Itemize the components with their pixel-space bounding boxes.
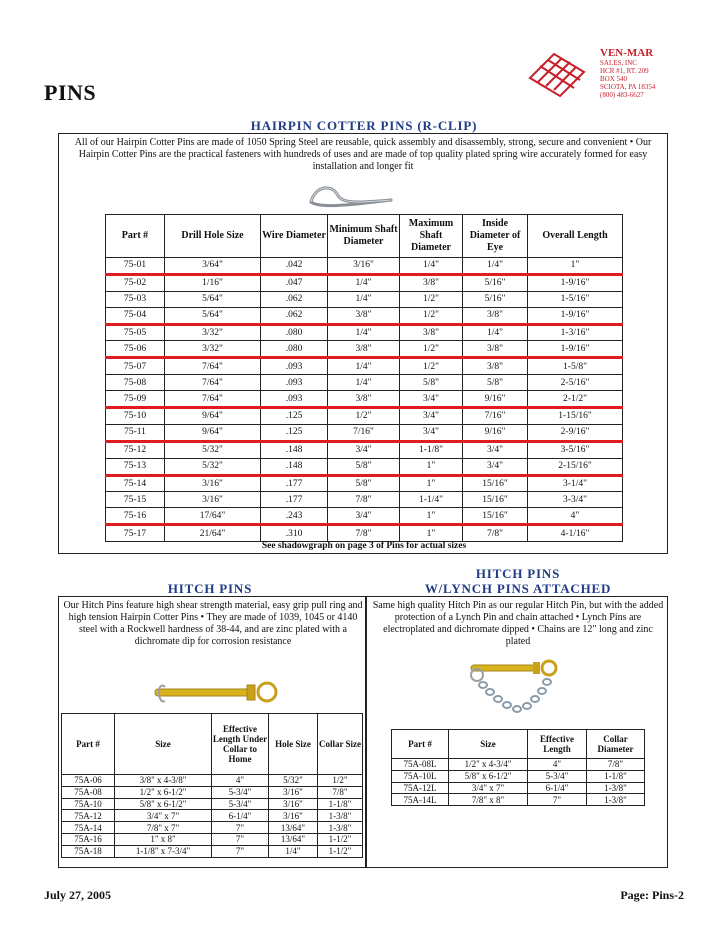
table-cell: 3/4" <box>400 391 463 408</box>
table-cell: 4-1/16" <box>528 525 623 542</box>
lynch-description: Same high quality Hitch Pin as our regular Hitch Pin, but with the added protection of a Lynch Pin and chain attached • Lynch Pins are electroplated and dichromate dipped • Chains are 12" long and zinc plated <box>372 600 664 647</box>
logo-mark-icon <box>524 48 590 98</box>
table-cell: .148 <box>261 441 328 458</box>
table-cell: 7/8" <box>318 786 363 798</box>
table-cell: 7" <box>212 822 269 834</box>
col-header: Drill Hole Size <box>165 215 261 258</box>
hitch-section-title: HITCH PINS <box>167 581 253 596</box>
table-cell: 7/64" <box>165 391 261 408</box>
col-header: Wire Diameter <box>261 215 328 258</box>
table-row <box>106 492 623 508</box>
table-cell: 9/16" <box>463 424 528 441</box>
table-cell: 75-11 <box>106 424 165 441</box>
lynch-table <box>391 729 645 806</box>
table-cell: 75A-12 <box>62 810 115 822</box>
table-row <box>62 798 363 810</box>
table-cell: .125 <box>261 424 328 441</box>
table-cell: 1/4" <box>269 845 318 857</box>
table-cell: 1/2" x 6-1/2" <box>115 786 212 798</box>
table-cell: 7/64" <box>165 358 261 375</box>
table-row <box>392 759 645 771</box>
col-header: Overall Length <box>528 215 623 258</box>
table-cell: 3/4" x 7" <box>449 782 528 794</box>
table-cell: 1/4" <box>328 375 400 391</box>
table-cell: 75-08 <box>106 375 165 391</box>
table-cell: 5-3/4" <box>212 786 269 798</box>
lynch-section-title-line1: HITCH PINS <box>475 566 561 581</box>
table-cell: 1" <box>400 525 463 542</box>
table-cell: 3/16" <box>328 258 400 275</box>
table-cell: 1-1/8" x 7-3/4" <box>115 845 212 857</box>
table-cell: 9/64" <box>165 424 261 441</box>
col-header: Maximum Shaft Diameter <box>400 215 463 258</box>
table-cell: 15/16" <box>463 492 528 508</box>
hairpin-description: All of our Hairpin Cotter Pins are made of 1050 Spring Steel are reusable, quick assembly and disassembly, strong, secure and convenient • Our Hairpin Cotter Pins are the practical fasteners with hundreds of uses and are made of top quality plated spring wire accurately formed for easy installation and longer fit <box>74 137 652 172</box>
table-cell: 1-1/2" <box>318 845 363 857</box>
table-cell: .093 <box>261 375 328 391</box>
table-row <box>106 475 623 492</box>
table-row <box>106 307 623 324</box>
table-cell: 75-02 <box>106 274 165 291</box>
table-cell: 13/64" <box>269 822 318 834</box>
table-cell: 75-05 <box>106 324 165 341</box>
table-cell: 7/64" <box>165 375 261 391</box>
table-cell: 5/8" <box>463 375 528 391</box>
table-cell: 1-1/2" <box>318 833 363 845</box>
hitch-table <box>61 713 363 858</box>
table-cell: 6-1/4" <box>212 810 269 822</box>
table-cell: 5/32" <box>165 441 261 458</box>
table-cell: 75A-18 <box>62 845 115 857</box>
table-row <box>106 424 623 441</box>
table-row <box>392 794 645 806</box>
table-cell: 1/4" <box>463 258 528 275</box>
table-cell: 1-1/4" <box>400 492 463 508</box>
table-cell: 1/4" <box>328 358 400 375</box>
table-cell: 1-15/16" <box>528 408 623 425</box>
table-cell: 5/8" <box>328 475 400 492</box>
table-cell: 4" <box>212 775 269 787</box>
table-cell: 75A-10 <box>62 798 115 810</box>
lynch-section-title-line2: W/LYNCH PINS ATTACHED <box>424 581 612 596</box>
col-header: Part # <box>62 714 115 775</box>
table-cell: 1" <box>400 475 463 492</box>
table-cell: .148 <box>261 458 328 475</box>
table-row <box>62 775 363 787</box>
table-cell: 1-3/8" <box>587 782 645 794</box>
table-cell: 75-10 <box>106 408 165 425</box>
table-row <box>392 782 645 794</box>
table-cell: 3/8" <box>328 341 400 358</box>
table-row <box>62 786 363 798</box>
table-row <box>106 375 623 391</box>
table-cell: 5-3/4" <box>528 770 587 782</box>
table-cell: 75A-08 <box>62 786 115 798</box>
table-cell: 3/8" <box>328 307 400 324</box>
table-cell: 6-1/4" <box>528 782 587 794</box>
table-cell: 3/32" <box>165 324 261 341</box>
logo-address: SALES, INC HCR #1, RT. 209 BOX 540 SCIOTA, PA 18354 (800) 483-6627 <box>600 59 656 99</box>
table-cell: 1/2" <box>318 775 363 787</box>
table-cell: 2-15/16" <box>528 458 623 475</box>
table-row <box>106 358 623 375</box>
table-cell: .177 <box>261 475 328 492</box>
table-cell: 3/8" <box>328 391 400 408</box>
col-header: Part # <box>392 730 449 759</box>
table-cell: 3-5/16" <box>528 441 623 458</box>
table-cell: 3/16" <box>269 786 318 798</box>
table-cell: 75A-10L <box>392 770 449 782</box>
table-row <box>62 833 363 845</box>
hairpin-footnote: See shadowgraph on page 3 of Pins for actual sizes <box>261 541 467 551</box>
table-cell: 5/32" <box>269 775 318 787</box>
table-cell: 75-07 <box>106 358 165 375</box>
table-cell: 3-1/4" <box>528 475 623 492</box>
table-cell: 5/8" x 6-1/2" <box>449 770 528 782</box>
table-cell: 7/8" <box>463 525 528 542</box>
hairpin-section-title: HAIRPIN COTTER PINS (R-CLIP) <box>250 118 478 133</box>
table-cell: 75-17 <box>106 525 165 542</box>
table-cell: .093 <box>261 391 328 408</box>
table-cell: 1" <box>400 508 463 525</box>
col-header: Effective Length <box>528 730 587 759</box>
table-cell: 9/64" <box>165 408 261 425</box>
table-cell: 3/8" <box>463 341 528 358</box>
table-cell: 3/16" <box>165 475 261 492</box>
table-cell: 3-3/4" <box>528 492 623 508</box>
table-cell: .243 <box>261 508 328 525</box>
table-row <box>106 391 623 408</box>
table-cell: 5/64" <box>165 291 261 307</box>
table-cell: 15/16" <box>463 508 528 525</box>
table-cell: .080 <box>261 324 328 341</box>
col-header: Inside Diameter of Eye <box>463 215 528 258</box>
company-logo <box>524 48 704 98</box>
col-header: Collar Size <box>318 714 363 775</box>
table-cell: 1-3/16" <box>528 324 623 341</box>
table-cell: 1" <box>528 258 623 275</box>
table-cell: .310 <box>261 525 328 542</box>
hairpin-clip-image <box>305 178 397 214</box>
table-cell: 75A-16 <box>62 833 115 845</box>
table-cell: 13/64" <box>269 833 318 845</box>
table-cell: 3/4" x 7" <box>115 810 212 822</box>
table-cell: 4" <box>528 759 587 771</box>
col-header: Size <box>115 714 212 775</box>
table-cell: 7" <box>528 794 587 806</box>
table-cell: 1-3/8" <box>587 794 645 806</box>
table-cell: 4" <box>528 508 623 525</box>
table-cell: 1/4" <box>400 258 463 275</box>
table-cell: 75A-14 <box>62 822 115 834</box>
col-header: Effective Length Under Collar to Home <box>212 714 269 775</box>
table-cell: 15/16" <box>463 475 528 492</box>
table-cell: 1/2" x 4-3/4" <box>449 759 528 771</box>
table-cell: 75-15 <box>106 492 165 508</box>
col-header: Size <box>449 730 528 759</box>
table-cell: 75A-12L <box>392 782 449 794</box>
table-row <box>392 770 645 782</box>
table-row <box>106 458 623 475</box>
table-cell: 1-5/8" <box>528 358 623 375</box>
table-cell: 75A-14L <box>392 794 449 806</box>
logo-company-name: VEN-MAR <box>600 47 654 59</box>
col-header: Collar Diameter <box>587 730 645 759</box>
table-cell: 3/4" <box>400 424 463 441</box>
hairpin-section-box <box>58 133 668 554</box>
table-cell: 2-9/16" <box>528 424 623 441</box>
table-cell: 75-03 <box>106 291 165 307</box>
table-row <box>106 508 623 525</box>
table-cell: 17/64" <box>165 508 261 525</box>
table-cell: 75-06 <box>106 341 165 358</box>
lynch-section-box <box>366 596 668 868</box>
footer-date: July 27, 2005 <box>44 888 112 902</box>
table-cell: 1-1/8" <box>587 770 645 782</box>
table-cell: .047 <box>261 274 328 291</box>
table-cell: 75A-08L <box>392 759 449 771</box>
hairpin-table-header <box>106 215 623 258</box>
table-cell: 5/32" <box>165 458 261 475</box>
table-cell: .093 <box>261 358 328 375</box>
table-cell: 7/8" x 8" <box>449 794 528 806</box>
table-cell: 9/16" <box>463 391 528 408</box>
table-cell: 7" <box>212 833 269 845</box>
table-row <box>62 822 363 834</box>
table-row <box>106 341 623 358</box>
table-cell: 1/4" <box>463 324 528 341</box>
table-cell: 3/4" <box>328 508 400 525</box>
hairpin-table <box>105 214 623 542</box>
table-row <box>106 441 623 458</box>
table-cell: 7/8" x 7" <box>115 822 212 834</box>
table-cell: 1-3/8" <box>318 810 363 822</box>
table-cell: 1/2" <box>400 341 463 358</box>
table-cell: 1/2" <box>400 307 463 324</box>
table-cell: .125 <box>261 408 328 425</box>
lynch-table-header <box>392 730 645 759</box>
table-row <box>106 408 623 425</box>
table-cell: 3/16" <box>269 810 318 822</box>
table-row <box>62 845 363 857</box>
table-cell: 1/4" <box>328 324 400 341</box>
table-cell: 5/64" <box>165 307 261 324</box>
table-cell: 1/16" <box>165 274 261 291</box>
table-cell: 1-1/8" <box>400 441 463 458</box>
table-cell: 1/2" <box>400 291 463 307</box>
table-cell: 1/2" <box>328 408 400 425</box>
hitch-section-box <box>58 596 366 868</box>
table-cell: 75-13 <box>106 458 165 475</box>
table-cell: 3/8" x 4-3/8" <box>115 775 212 787</box>
table-cell: 75-01 <box>106 258 165 275</box>
table-cell: 75-16 <box>106 508 165 525</box>
table-cell: 7/8" <box>587 759 645 771</box>
footer-page-number: Page: Pins-2 <box>620 888 684 902</box>
hitch-table-header <box>62 714 363 775</box>
table-cell: 3/64" <box>165 258 261 275</box>
table-cell: 3/8" <box>463 358 528 375</box>
lynch-pin-image <box>467 659 577 727</box>
table-cell: 75-12 <box>106 441 165 458</box>
table-cell: 75-09 <box>106 391 165 408</box>
table-cell: 7" <box>212 845 269 857</box>
table-cell: 3/8" <box>400 324 463 341</box>
table-row <box>62 810 363 822</box>
table-cell: 21/64" <box>165 525 261 542</box>
table-cell: .177 <box>261 492 328 508</box>
table-cell: 2-5/16" <box>528 375 623 391</box>
table-cell: 75-04 <box>106 307 165 324</box>
col-header: Part # <box>106 215 165 258</box>
table-cell: 1-9/16" <box>528 307 623 324</box>
table-row <box>106 525 623 542</box>
table-cell: 3/4" <box>463 441 528 458</box>
hitch-description: Our Hitch Pins feature high shear strength material, easy grip pull ring and high tension Hairpin Cotter Pins • They are made of 1039, 1045 or 4140 steel with a Rockwell hardness of 38-44, and are zinc plated with a dichromate dip for corrosion resistance <box>63 600 363 647</box>
page-title: PINS <box>44 80 97 105</box>
table-cell: 7/16" <box>328 424 400 441</box>
table-cell: 3/8" <box>463 307 528 324</box>
table-cell: .080 <box>261 341 328 358</box>
table-cell: 1-1/8" <box>318 798 363 810</box>
table-cell: 3/4" <box>400 408 463 425</box>
table-cell: 1-3/8" <box>318 822 363 834</box>
table-row <box>106 274 623 291</box>
table-cell: 1/4" <box>328 291 400 307</box>
table-cell: 1-5/16" <box>528 291 623 307</box>
table-cell: .062 <box>261 291 328 307</box>
table-cell: 1" <box>400 458 463 475</box>
table-cell: 5/8" <box>328 458 400 475</box>
table-cell: 7/8" <box>328 492 400 508</box>
table-cell: 1-9/16" <box>528 274 623 291</box>
table-cell: 75A-06 <box>62 775 115 787</box>
table-cell: 7/8" <box>328 525 400 542</box>
table-cell: 5/16" <box>463 274 528 291</box>
table-cell: 1" x 8" <box>115 833 212 845</box>
table-cell: 3/4" <box>463 458 528 475</box>
table-cell: 5/16" <box>463 291 528 307</box>
table-cell: .062 <box>261 307 328 324</box>
table-row <box>106 291 623 307</box>
table-cell: 3/32" <box>165 341 261 358</box>
table-cell: 2-1/2" <box>528 391 623 408</box>
table-cell: 3/4" <box>328 441 400 458</box>
table-cell: 5/8" x 6-1/2" <box>115 798 212 810</box>
table-cell: 1-9/16" <box>528 341 623 358</box>
table-cell: 5-3/4" <box>212 798 269 810</box>
table-cell: 5/8" <box>400 375 463 391</box>
table-cell: .042 <box>261 258 328 275</box>
table-cell: 3/16" <box>269 798 318 810</box>
table-cell: 3/8" <box>400 274 463 291</box>
table-cell: 3/16" <box>165 492 261 508</box>
table-cell: 7/16" <box>463 408 528 425</box>
table-cell: 1/4" <box>328 274 400 291</box>
table-cell: 1/2" <box>400 358 463 375</box>
table-cell: 75-14 <box>106 475 165 492</box>
hitch-pin-image <box>151 675 281 715</box>
col-header: Minimum Shaft Diameter <box>328 215 400 258</box>
table-row <box>106 258 623 275</box>
col-header: Hole Size <box>269 714 318 775</box>
table-row <box>106 324 623 341</box>
